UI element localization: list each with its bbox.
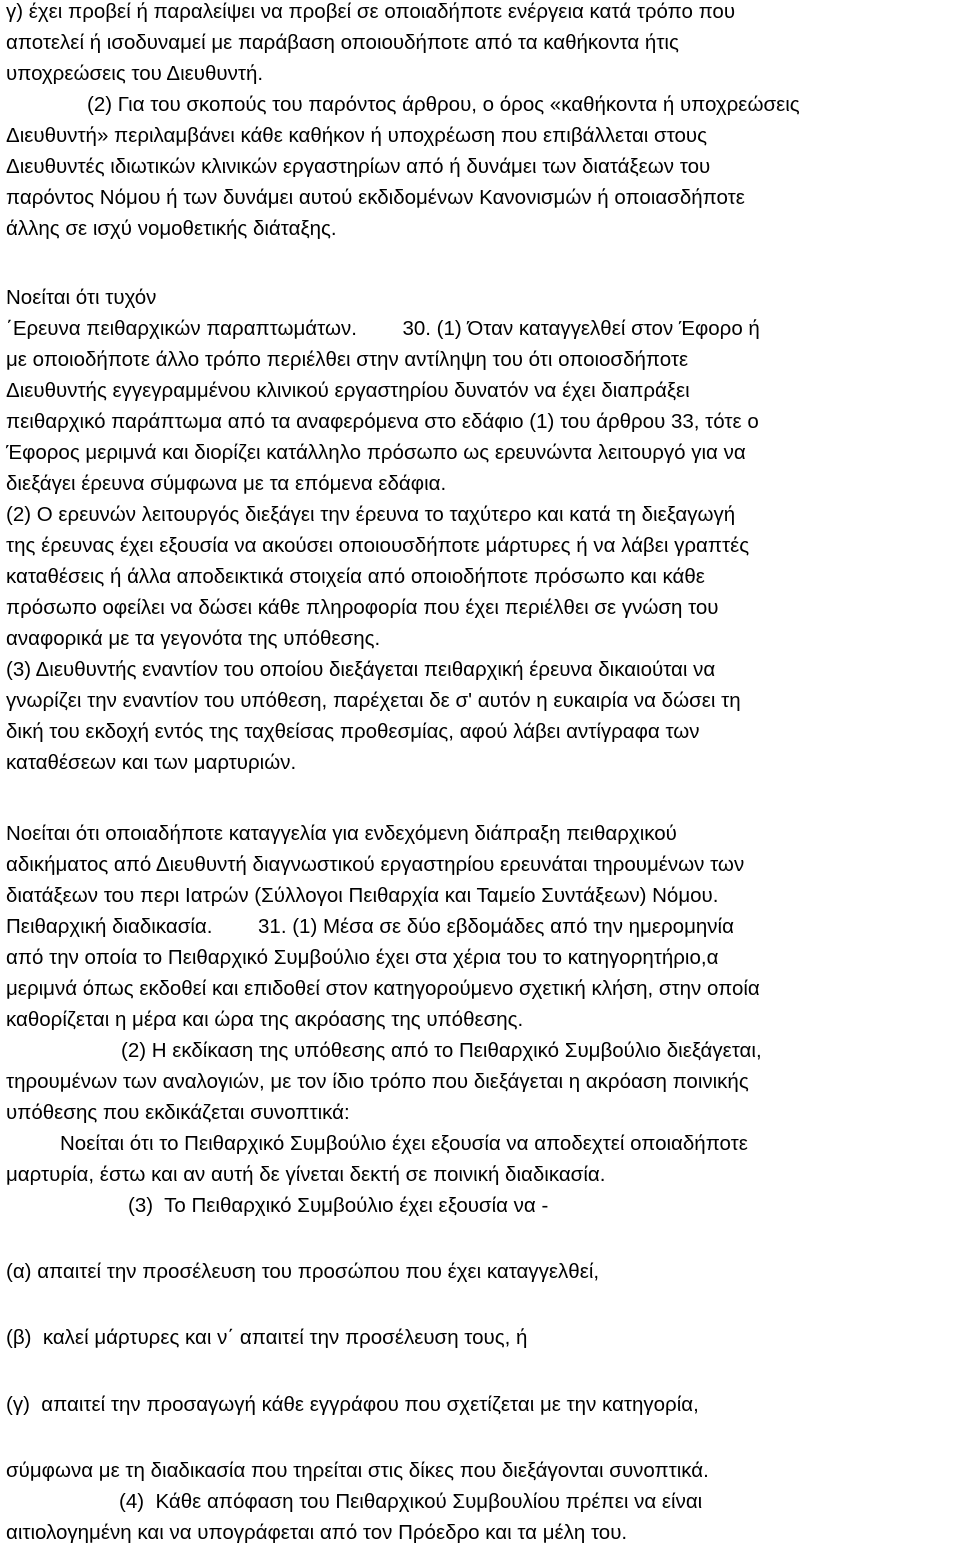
text-line: Νοείται ότι οποιαδήποτε καταγγελία για ενδεχόμενη διάπραξη πειθαρχικού: [6, 822, 677, 845]
text-line: μεριμνά όπως εκδοθεί και επιδοθεί στον κατηγορούμενο σχετική κλήση, στην οποία: [6, 977, 760, 1000]
text-line: Νοείται ότι τυχόν: [6, 286, 157, 309]
list-item: (α) απαιτεί την προσέλευση του προσώπου που έχει καταγγελθεί,: [6, 1260, 600, 1283]
text-line: τηρουμένων των αναλογιών, με τον ίδιο τρόπο που διεξάγεται η ακρόαση ποινικής: [6, 1070, 749, 1093]
text-line: καταθέσεις ή άλλα αποδεικτικά στοιχεία από οποιοδήποτε πρόσωπο και κάθε: [6, 565, 705, 588]
text-line: Νοείται ότι το Πειθαρχικό Συμβούλιο έχει εξουσία να αποδεχτεί οποιαδήποτε: [60, 1132, 748, 1155]
list-item: (γ) απαιτεί την προσαγωγή κάθε εγγράφου που σχετίζεται με την κατηγορία,: [6, 1393, 699, 1416]
text-line: διεξάγει έρευνα σύμφωνα με τα επόμενα εδάφια.: [6, 472, 447, 495]
text-line: άλλης σε ισχύ νομοθετικής διάταξης.: [6, 217, 337, 240]
text-line: Διευθυντή» περιλαμβάνει κάθε καθήκον ή υποχρέωση που επιβάλλεται στους: [6, 124, 707, 147]
text-line: σύμφωνα με τη διαδικασία που τηρείται στις δίκες που διεξάγονται συνοπτικά.: [6, 1459, 709, 1482]
text-line: καταθέσεων και των μαρτυριών.: [6, 751, 297, 774]
text-line: διατάξεων του περι Ιατρών (Σύλλογοι Πειθαρχία και Ταμείο Συντάξεων) Νόμου.: [6, 884, 719, 907]
text-line: αποτελεί ή ισοδυναμεί με παράβαση οποιουδήποτε από τα καθήκοντα ήτις: [6, 31, 679, 54]
text-line: (2) Ο ερευνών λειτουργός διεξάγει την έρευνα το ταχύτερο και κατά τη διεξαγωγή: [6, 503, 736, 526]
text-line: αναφορικά με τα γεγονότα της υπόθεσης.: [6, 627, 381, 650]
list-item: (β) καλεί μάρτυρες και ν΄ απαιτεί την προσέλευση τους, ή: [6, 1326, 528, 1349]
section-heading-line: Πειθαρχική διαδικασία. 31. (1) Μέσα σε δύο εβδομάδες από την ημερομηνία: [6, 915, 734, 938]
text-line: (3) Διευθυντής εναντίον του οποίου διεξάγεται πειθαρχική έρευνα δικαιούται να: [6, 658, 716, 681]
text-line: (2) Η εκδίκαση της υπόθεσης από το Πειθαρχικό Συμβούλιο διεξάγεται,: [121, 1039, 762, 1062]
text-line: παρόντος Νόμου ή των δυνάμει αυτού εκδιδομένων Κανονισμών ή οποιασδήποτε: [6, 186, 745, 209]
text-line: γνωρίζει την εναντίον του υπόθεση, παρέχεται δε σ' αυτόν η ευκαιρία να δώσει τη: [6, 689, 741, 712]
text-line: καθορίζεται η μέρα και ώρα της ακρόασης της υπόθεσης.: [6, 1008, 524, 1031]
text-line: πρόσωπο οφείλει να δώσει κάθε πληροφορία που έχει περιέλθει σε γνώση του: [6, 596, 719, 619]
text-line: με οποιοδήποτε άλλο τρόπο περιέλθει στην αντίληψη του ότι οποιοσδήποτε: [6, 348, 689, 371]
text-line: γ) έχει προβεί ή παραλείψει να προβεί σε οποιαδήποτε ενέργεια κατά τρόπο που: [6, 0, 736, 23]
text-line: δική του εκδοχή εντός της ταχθείσας προθεσμίας, αφού λάβει αντίγραφα των: [6, 720, 700, 743]
text-line: υπόθεσης που εκδικάζεται συνοπτικά:: [6, 1101, 350, 1124]
text-line: Έφορος μεριμνά και διορίζει κατάλληλο πρόσωπο ως ερευνώντα λειτουργό για να: [6, 441, 746, 464]
text-line: Διευθυντής εγγεγραμμένου κλινικού εργαστηρίου δυνατόν να έχει διαπράξει: [6, 379, 690, 402]
text-line: (3) Το Πειθαρχικό Συμβούλιο έχει εξουσία να -: [128, 1194, 549, 1217]
text-line: υποχρεώσεις του Διευθυντή.: [6, 62, 264, 85]
text-line: (2) Για του σκοπούς του παρόντος άρθρου, ο όρος «καθήκοντα ή υποχρεώσεις: [87, 93, 800, 116]
text-line: της έρευνας έχει εξουσία να ακούσει οποιουσδήποτε μάρτυρες ή να λάβει γραπτές: [6, 534, 750, 557]
text-line: μαρτυρία, έστω και αν αυτή δε γίνεται δεκτή σε ποινική διαδικασία.: [6, 1163, 606, 1186]
text-line: (4) Κάθε απόφαση του Πειθαρχικού Συμβουλίου πρέπει να είναι: [119, 1490, 703, 1513]
section-heading-line: ΄Ερευνα πειθαρχικών παραπτωμάτων. 30. (1) Όταν καταγγελθεί στον Έφορο ή: [6, 317, 760, 340]
text-line: αδικήματος από Διευθυντή διαγνωστικού εργαστηρίου ερευνάται τηρουμένων των: [6, 853, 745, 876]
text-line: Διευθυντές ιδιωτικών κλινικών εργαστηρίων από ή δυνάμει των διατάξεων του: [6, 155, 711, 178]
text-line: αιτιολογημένη και να υπογράφεται από τον Πρόεδρο και τα μέλη του.: [6, 1521, 628, 1544]
text-line: από την οποία το Πειθαρχικό Συμβούλιο έχει στα χέρια του το κατηγορητήριο,α: [6, 946, 719, 969]
text-line: πειθαρχικό παράπτωμα από τα αναφερόμενα στο εδάφιο (1) του άρθρου 33, τότε ο: [6, 410, 759, 433]
